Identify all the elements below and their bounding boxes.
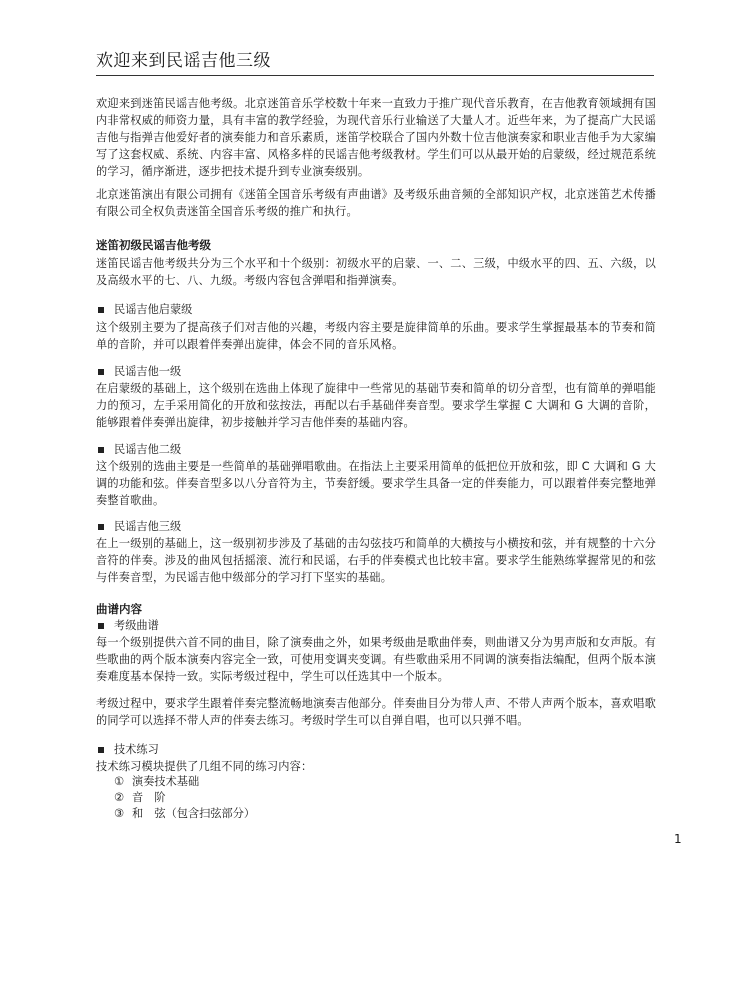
exam-overview: 迷笛民谣吉他考级共分为三个水平和十个级别：初级水平的启蒙、一、二、三级，中级水平的四、五、六级，以及高级水平的七、八、九级。考级内容包含弹唱和指弹演奏。 <box>96 257 656 287</box>
section-heading-scores: 曲谱内容 <box>96 602 142 616</box>
sub-heading-technique: 技术练习 <box>96 742 159 758</box>
square-bullet-icon <box>98 623 104 629</box>
section-heading-exam: 迷笛初级民谣吉他考级 <box>96 238 211 252</box>
level-heading-2: 民谣吉他二级 <box>96 442 181 458</box>
square-bullet-icon <box>98 747 104 753</box>
exam-scores-text: 每一个级别提供六首不同的曲目，除了演奏曲之外，如果考级曲是歌曲伴奏，则曲谱又分为男声版和女声版。有些歌曲的两个版本演奏内容完全一致，可使用变调夹变调。有些歌曲采用不同调的演奏指法编配，但两个版本演奏难度基本保持一致。实际考级过程中，学生可以任选其中一个版本。 <box>96 636 656 683</box>
technique-intro: 技术练习模块提供了几组不同的练习内容： <box>96 760 313 773</box>
level-heading-1: 民谣吉他一级 <box>96 364 181 380</box>
level-heading-3: 民谣吉他三级 <box>96 519 181 535</box>
page-title: 欢迎来到民谣吉他三级 <box>96 51 271 71</box>
exam-process-text: 考级过程中，要求学生跟着伴奏完整流畅地演奏吉他部分。伴奏曲目分为带人声、不带人声两个版本，喜欢唱歌的同学可以选择不带人声的伴奏去练习。考级时学生可以自弹自唱，也可以只弹不唱。 <box>96 697 656 727</box>
list-item: ① 演奏技术基础 <box>114 775 200 788</box>
square-bullet-icon <box>98 307 104 313</box>
intro-paragraph-2: 北京迷笛演出有限公司拥有《迷笛全国音乐考级有声曲谱》及考级乐曲音频的全部知识产权，北京迷笛艺术传播有限公司全权负责迷笛全国音乐考级的推广和执行。 <box>96 188 656 218</box>
page-number: 1 <box>674 832 682 846</box>
level-text-2: 这个级别的选曲主要是一些简单的基础弹唱歌曲。在指法上主要采用简单的低把位开放和弦，即 C 大调和 G 大调的功能和弦。伴奏音型多以八分音符为主，节奏舒缓。要求学生具备一定的伴奏能力，可以跟着伴奏完整地弹奏整首歌曲。 <box>96 460 656 507</box>
intro-paragraph-1: 欢迎来到迷笛民谣吉他考级。北京迷笛音乐学校数十年来一直致力于推广现代音乐教育，在吉他教育领域拥有国内非常权威的师资力量，具有丰富的教学经验，为现代音乐行业输送了大量人才。近些年来，为了提高广大民谣吉他与指弹吉他爱好者的演奏能力和音乐素质，迷笛学校联合了国内外数十位吉他演奏家和职业吉他手为大家编写了这套权威、系统、内容丰富、风格多样的民谣吉他考级教材。学生们可以从最开始的启蒙级，经过规范系统的学习，循序渐进，逐步把技术提升到专业演奏级别。 <box>96 97 656 178</box>
level-text-3: 在上一级别的基础上，这一级别初步涉及了基础的击勾弦技巧和简单的大横按与小横按和弦，并有规整的十六分音符的伴奏。涉及的曲风包括摇滚、流行和民谣，右手的伴奏模式也比较丰富。要求学生能熟练掌握常见的和弦与伴奏音型，为民谣吉他中级部分的学习打下坚实的基础。 <box>96 537 656 584</box>
square-bullet-icon <box>98 447 104 453</box>
sub-heading-exam-scores: 考级曲谱 <box>96 618 159 634</box>
square-bullet-icon <box>98 369 104 375</box>
level-heading-beginner: 民谣吉他启蒙级 <box>96 302 192 318</box>
level-text-beginner: 这个级别主要为了提高孩子们对吉他的兴趣，考级内容主要是旋律简单的乐曲。要求学生掌握最基本的节奏和简单的音阶，并可以跟着伴奏弹出旋律，体会不同的音乐风格。 <box>96 321 656 351</box>
title-divider <box>96 75 654 76</box>
list-item: ③ 和 弦（包含扫弦部分） <box>114 807 256 820</box>
level-text-1: 在启蒙级的基础上，这个级别在选曲上体现了旋律中一些常见的基础节奏和简单的切分音型，也有简单的弹唱能力的预习，左手采用简化的开放和弦按法，再配以右手基础伴奏音型。要求学生掌握 C 大调和 G 大调的音阶，能够跟着伴奏弹出旋律，初步接触并学习吉他伴奏的基础内容。 <box>96 382 656 429</box>
list-item: ② 音 阶 <box>114 791 166 804</box>
square-bullet-icon <box>98 524 104 530</box>
